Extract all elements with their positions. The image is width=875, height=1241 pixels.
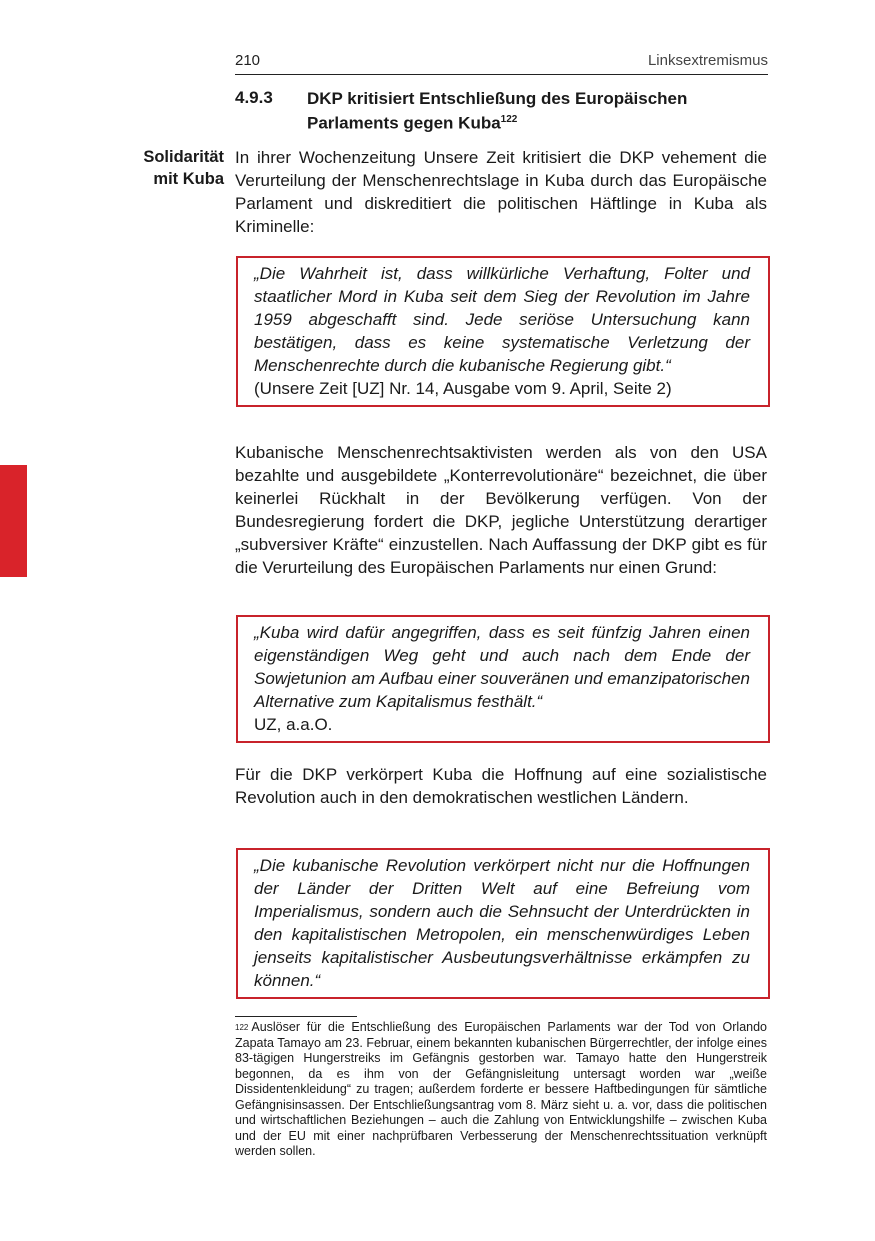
footnote-number: 122 [235, 1023, 249, 1032]
footnote-divider [235, 1016, 357, 1017]
section-title: DKP kritisiert Entschließung des Europäischen Parlaments gegen Kuba [307, 89, 688, 133]
quote-source: (Unsere Zeit [UZ] Nr. 14, Ausgabe vom 9. April, Seite 2) [254, 379, 672, 398]
margin-note-line: Solidarität [143, 148, 224, 166]
page-number: 210 [235, 52, 261, 69]
body-paragraph: Kubanische Menschenrechtsaktivisten werden als von den USA bezahlte und ausgebildete „Konterrevolutionäre“ bezeichnet, die über keinerlei Rückhalt in der Bevölkerung verfügen. Von der Bundesregierung fordert die DKP, jegliche Unterstützung derartiger „subversiver Kräfte“ einzustellen. Nach Auffassung der DKP gibt es für die Verurteilung des Europäischen Parlaments nur einen Grund: [235, 443, 767, 577]
chapter-side-tab [0, 465, 27, 577]
footnote [235, 1020, 767, 1160]
quote-box [236, 615, 770, 743]
running-title: Linksextremismus [647, 52, 768, 69]
quote-source: UZ, a.a.O. [254, 715, 333, 734]
quote-box [236, 848, 770, 999]
quote-text: „Kuba wird dafür angegriffen, dass es seit fünfzig Jahren einen eigenständigen Weg geht und auch nach dem Ende der Sowjetunion am Aufbau einer souveränen und emanzipatorischen Alternative zum Kapitalismus festhält.“ [254, 623, 750, 711]
quote-box [236, 256, 770, 407]
quote-text: „Die kubanische Revolution verkörpert nicht nur die Hoffnungen der Länder der Dritten Welt auf eine Befreiung vom Imperialismus, sondern auch die Sehnsucht der Unterdrückten in den kapitalistischen Metropolen, ein menschenwürdiges Leben jenseits kapitalistischer Ausbeutungsverhältnisse erkämpfen zu können.“ [254, 856, 750, 990]
section-heading [307, 88, 727, 134]
margin-note-line: mit Kuba [153, 170, 224, 188]
body-paragraph: Für die DKP verkörpert Kuba die Hoffnung auf eine sozialistische Revolution auch in den demokratischen westlichen Ländern. [235, 765, 767, 807]
page-header [235, 52, 768, 75]
footnote-text: Auslöser für die Entschließung des Europäischen Parlaments war der Tod von Orlando Zapata Tamayo am 23. Februar, einem bekannten kubanischen Bürgerrechtler, der infolge eines 83-tägigen Hungerstreiks im Gefängnis gestorben war. Tamayo hatte den Hungerstreik begonnen, da es ihm von der Gefängnisleitung untersagt worden war „weiße Dissidentenkleidung“ zu tragen; außerdem forderte er bessere Haftbedingungen für sämtliche Gefängnisinsassen. Der Entschließungsantrag vom 8. März sieht u. a. vor, dass die politischen und wirtschaftlichen Beziehungen – auch die Zahlung von Entwicklungshilfe – zwischen Kuba und der EU mit einer nachprüfbaren Verbesserung der Menschenrechtssituation verknüpft werden sollen. [235, 1020, 767, 1158]
section-number: 4.9.3 [235, 88, 273, 107]
footnote-reference: 122 [500, 114, 518, 125]
margin-note [100, 146, 224, 190]
quote-text: „Die Wahrheit ist, dass willkürliche Verhaftung, Folter und staatlicher Mord in Kuba seit dem Sieg der Revolution im Jahre 1959 abgeschafft sind. Jede seriöse Untersuchung kann bestätigen, dass es keine systematische Verletzung der Menschenrechte durch die kubanische Regierung gibt.“ [254, 264, 750, 375]
body-paragraph: In ihrer Wochenzeitung Unsere Zeit kritisiert die DKP vehement die Verurteilung der Menschenrechtslage in Kuba durch das Europäische Parlament und diskreditiert die politischen Häftlinge in Kuba als Kriminelle: [235, 148, 767, 236]
